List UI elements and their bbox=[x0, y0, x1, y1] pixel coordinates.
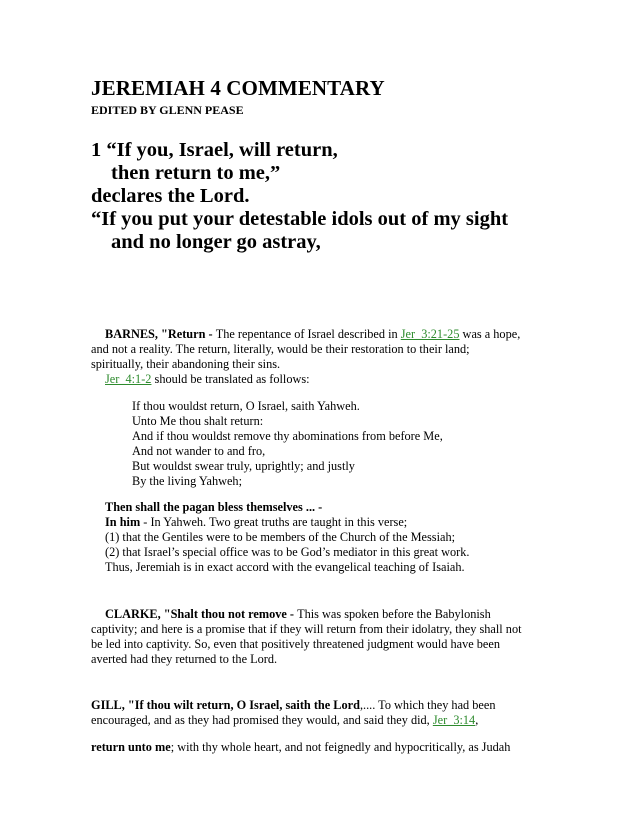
quote-line-4: And not wander to and fro, bbox=[132, 444, 266, 458]
barnes-point-3: Thus, Jeremiah is in exact accord with the evangelical teaching of Isaiah. bbox=[105, 560, 465, 574]
clarke-line-1: CLARKE, "Shalt thou not remove - This was spoken before the Babylonish bbox=[105, 607, 491, 621]
scripture-link-jer-4-1-2[interactable]: Jer_4:1-2 bbox=[105, 372, 152, 386]
quote-line-5: But wouldst swear truly, uprightly; and justly bbox=[132, 459, 355, 473]
quote-line-1: If thou wouldst return, O Israel, saith Yahweh. bbox=[132, 399, 360, 413]
gill-lead: GILL, "If thou wilt return, O Israel, saith the Lord bbox=[91, 698, 360, 712]
barnes-pagan-heading: Then shall the pagan bless themselves ... - bbox=[105, 500, 323, 514]
page-title: JEREMIAH 4 COMMENTARY bbox=[91, 76, 385, 100]
quote-line-2: Unto Me thou shalt return: bbox=[132, 414, 264, 428]
barnes-line-2: and not a reality. The return, literally, would be their restoration to their land; bbox=[91, 342, 470, 356]
clarke-line-4: averted had they returned to the Lord. bbox=[91, 652, 278, 666]
barnes-text: was a hope, bbox=[459, 327, 521, 341]
barnes-text: The repentance of Israel described in bbox=[215, 327, 401, 341]
barnes-in-him: In him - In Yahweh. Two great truths are taught in this verse; bbox=[105, 515, 408, 529]
barnes-line-4 bbox=[105, 372, 310, 387]
gill-line-1: GILL, "If thou wilt return, O Israel, saith the Lord,.... To which they had been bbox=[91, 698, 496, 712]
scripture-link-jer-3-21-25[interactable]: Jer_3:21-25 bbox=[400, 327, 460, 341]
verse-line-1: 1 “If you, Israel, will return, bbox=[91, 139, 338, 161]
barnes-line-3: spiritually, their abandoning their sins. bbox=[91, 357, 281, 371]
barnes-point-1: (1) that the Gentiles were to be members of the Church of the Messiah; bbox=[105, 530, 456, 544]
clarke-line-2: captivity; and here is a promise that if they will return from their idolatry, they shall not bbox=[91, 622, 522, 636]
verse-line-4: “If you put your detestable idols out of my sight bbox=[91, 208, 509, 230]
clarke-line-3: be led into captivity. So, even that positively threatened judgment would have been bbox=[91, 637, 500, 651]
scripture-link-jer-3-14[interactable]: Jer_3:14 bbox=[432, 713, 476, 727]
page-subtitle: EDITED BY GLENN PEASE bbox=[91, 103, 244, 117]
barnes-point-2: (2) that Israel’s special office was to be God’s mediator in this great work. bbox=[105, 545, 470, 559]
clarke-lead: CLARKE, "Shalt thou not remove - bbox=[105, 607, 298, 621]
gill-line-2: encouraged, and as they had promised they would, and said they did, Jer_3:14, bbox=[91, 713, 479, 727]
barnes-lead: BARNES, "Return - bbox=[105, 327, 216, 341]
gill-return-label: return unto me bbox=[91, 740, 171, 754]
in-him-label: In him bbox=[105, 515, 141, 529]
verse-line-5: and no longer go astray, bbox=[111, 231, 321, 253]
gill-line-3: return unto me; with thy whole heart, and not feignedly and hypocritically, as Judah bbox=[91, 740, 511, 754]
quote-line-3: And if thou wouldst remove thy abominations from before Me, bbox=[132, 429, 443, 443]
quote-line-6: By the living Yahweh; bbox=[132, 474, 242, 488]
barnes-line-1 bbox=[105, 327, 520, 342]
verse-line-3: declares the Lord. bbox=[91, 185, 250, 207]
barnes-text: should be translated as follows: bbox=[151, 372, 310, 386]
verse-line-2: then return to me,” bbox=[111, 162, 281, 184]
